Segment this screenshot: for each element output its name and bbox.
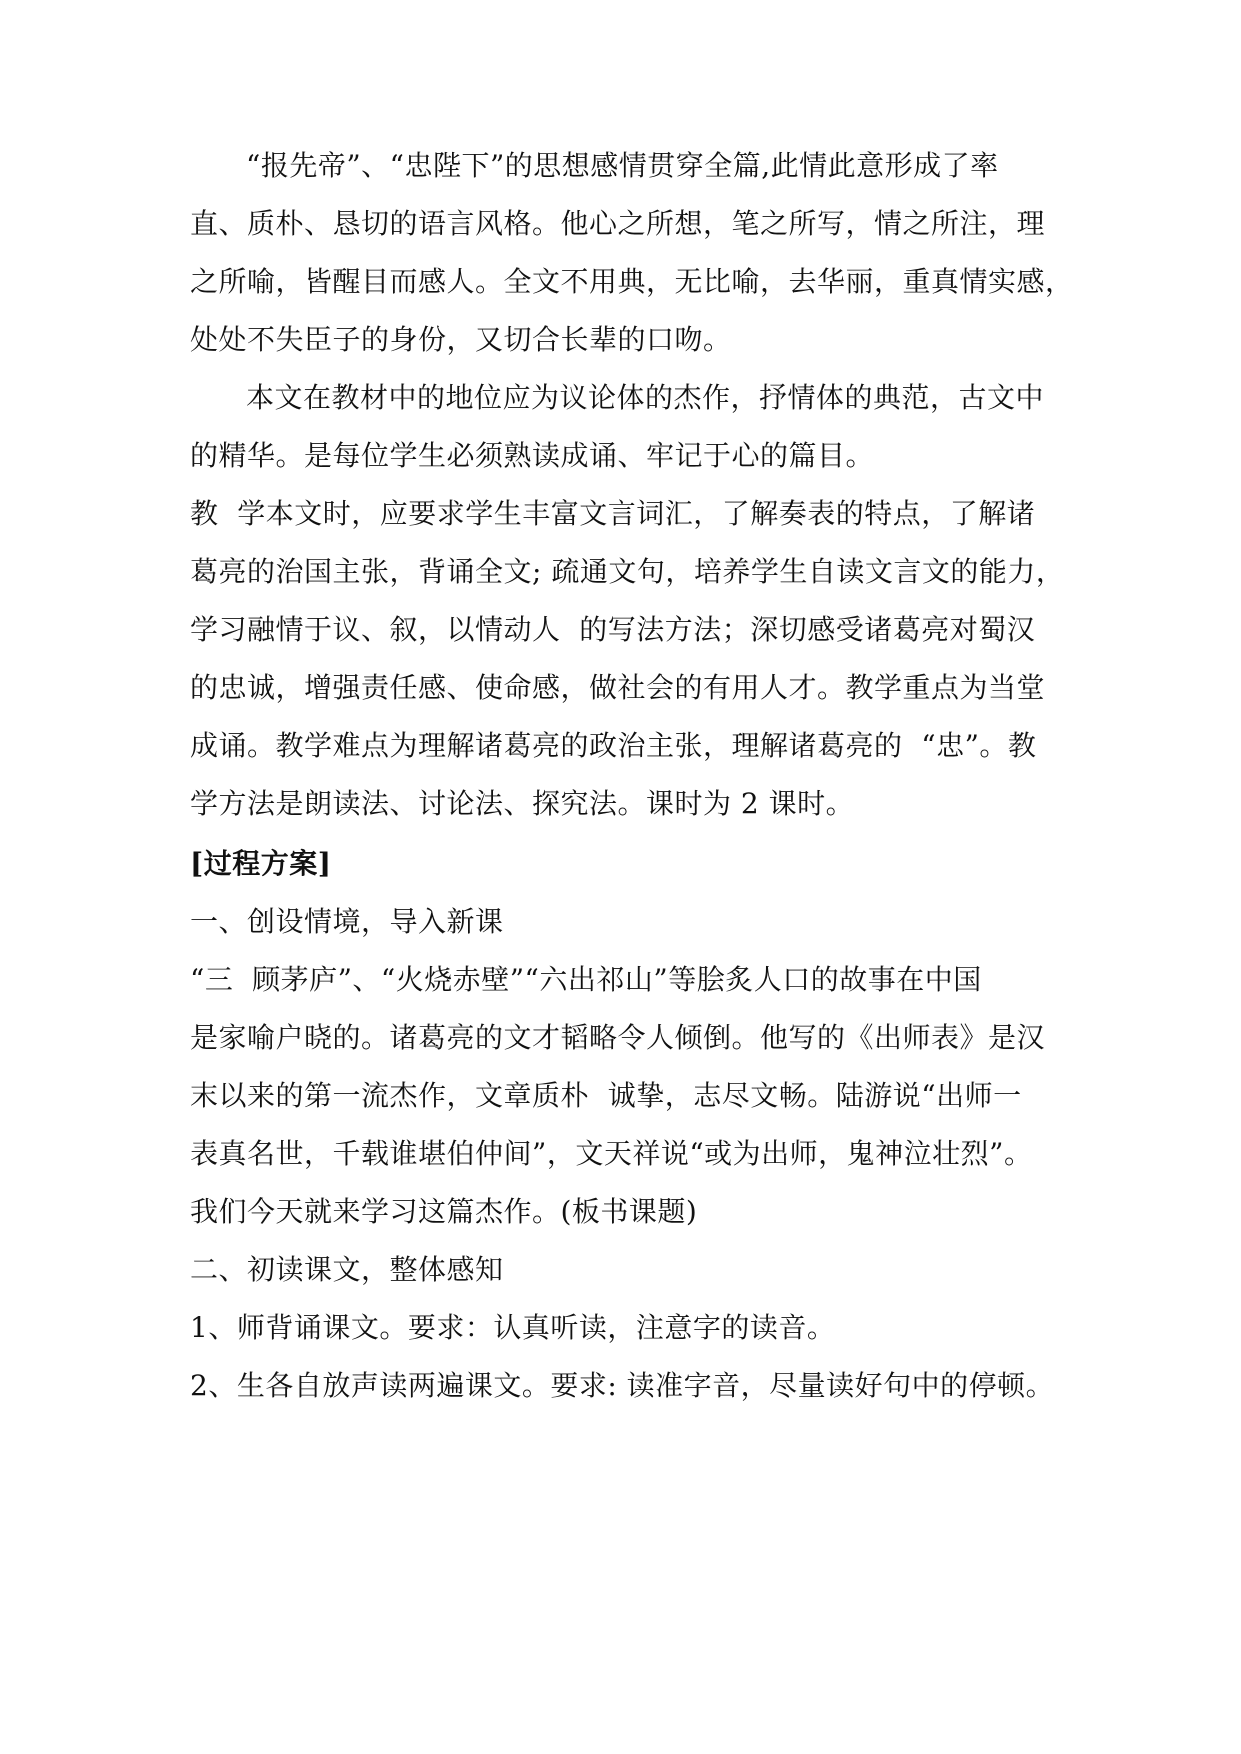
- paragraph-line: 学习融情于议、叙，以情动人 的写法方法；深切感受诸葛亮对蜀汉: [190, 613, 1036, 646]
- paragraph-line: 成诵。教学难点为理解诸葛亮的政治主张，理解诸葛亮的 “忠”。教: [190, 729, 1037, 762]
- list-item: 2、生各自放声读两遍课文。要求: 读准字音，尽量读好句中的停顿。: [190, 1369, 1055, 1402]
- step-heading: 二、初读课文，整体感知: [190, 1253, 504, 1286]
- paragraph-line: 末以来的第一流杰作，文章质朴 诚挚，志尽文畅。陆游说“出师一: [190, 1079, 1022, 1112]
- paragraph-line: “三 顾茅庐”、“火烧赤壁”“六出祁山”等脍炙人口的故事在中国: [190, 963, 982, 996]
- paragraph-line: 我们今天就来学习这篇杰作。(板书课题): [190, 1195, 698, 1228]
- list-item: 1、师背诵课文。要求：认真听读，注意字的读音。: [190, 1311, 836, 1344]
- paragraph-line: 是家喻户晓的。诸葛亮的文才韬略令人倾倒。他写的《出师表》是汉: [190, 1021, 1046, 1054]
- section-heading: [过程方案]: [190, 847, 332, 880]
- paragraph-line: 表真名世，千载谁堪伯仲间”，文天祥说“或为出师，鬼神泣壮烈”。: [190, 1137, 1033, 1170]
- paragraph-line: 的忠诚，增强责任感、使命感，做社会的有用人才。教学重点为当堂: [190, 671, 1046, 704]
- paragraph-line: 教 学本文时，应要求学生丰富文言词汇，了解奏表的特点，了解诸: [190, 497, 1036, 530]
- paragraph-line: 的精华。是每位学生必须熟读成诵、牢记于心的篇目。: [190, 439, 875, 472]
- paragraph-line: 葛亮的治国主张，背诵全文; 疏通文句，培养学生自读文言文的能力，: [190, 555, 1065, 588]
- paragraph-line: 直、质朴、恳切的语言风格。他心之所想，笔之所写，情之所注，理: [190, 207, 1046, 240]
- paragraph-line: 之所喻，皆醒目而感人。全文不用典，无比喻，去华丽，重真情实感，: [190, 265, 1074, 298]
- step-heading: 一、创设情境，导入新课: [190, 905, 504, 938]
- paragraph-line: “报先帝”、“忠陛下”的思想感情贯穿全篇,此情此意形成了率: [246, 149, 999, 182]
- paragraph-line: 学方法是朗读法、讨论法、探究法。课时为 2 课时。: [190, 787, 855, 820]
- paragraph-line: 本文在教材中的地位应为议论体的杰作，抒情体的典范，古文中: [246, 381, 1045, 414]
- paragraph-line: 处处不失臣子的身份，又切合长辈的口吻。: [190, 323, 732, 356]
